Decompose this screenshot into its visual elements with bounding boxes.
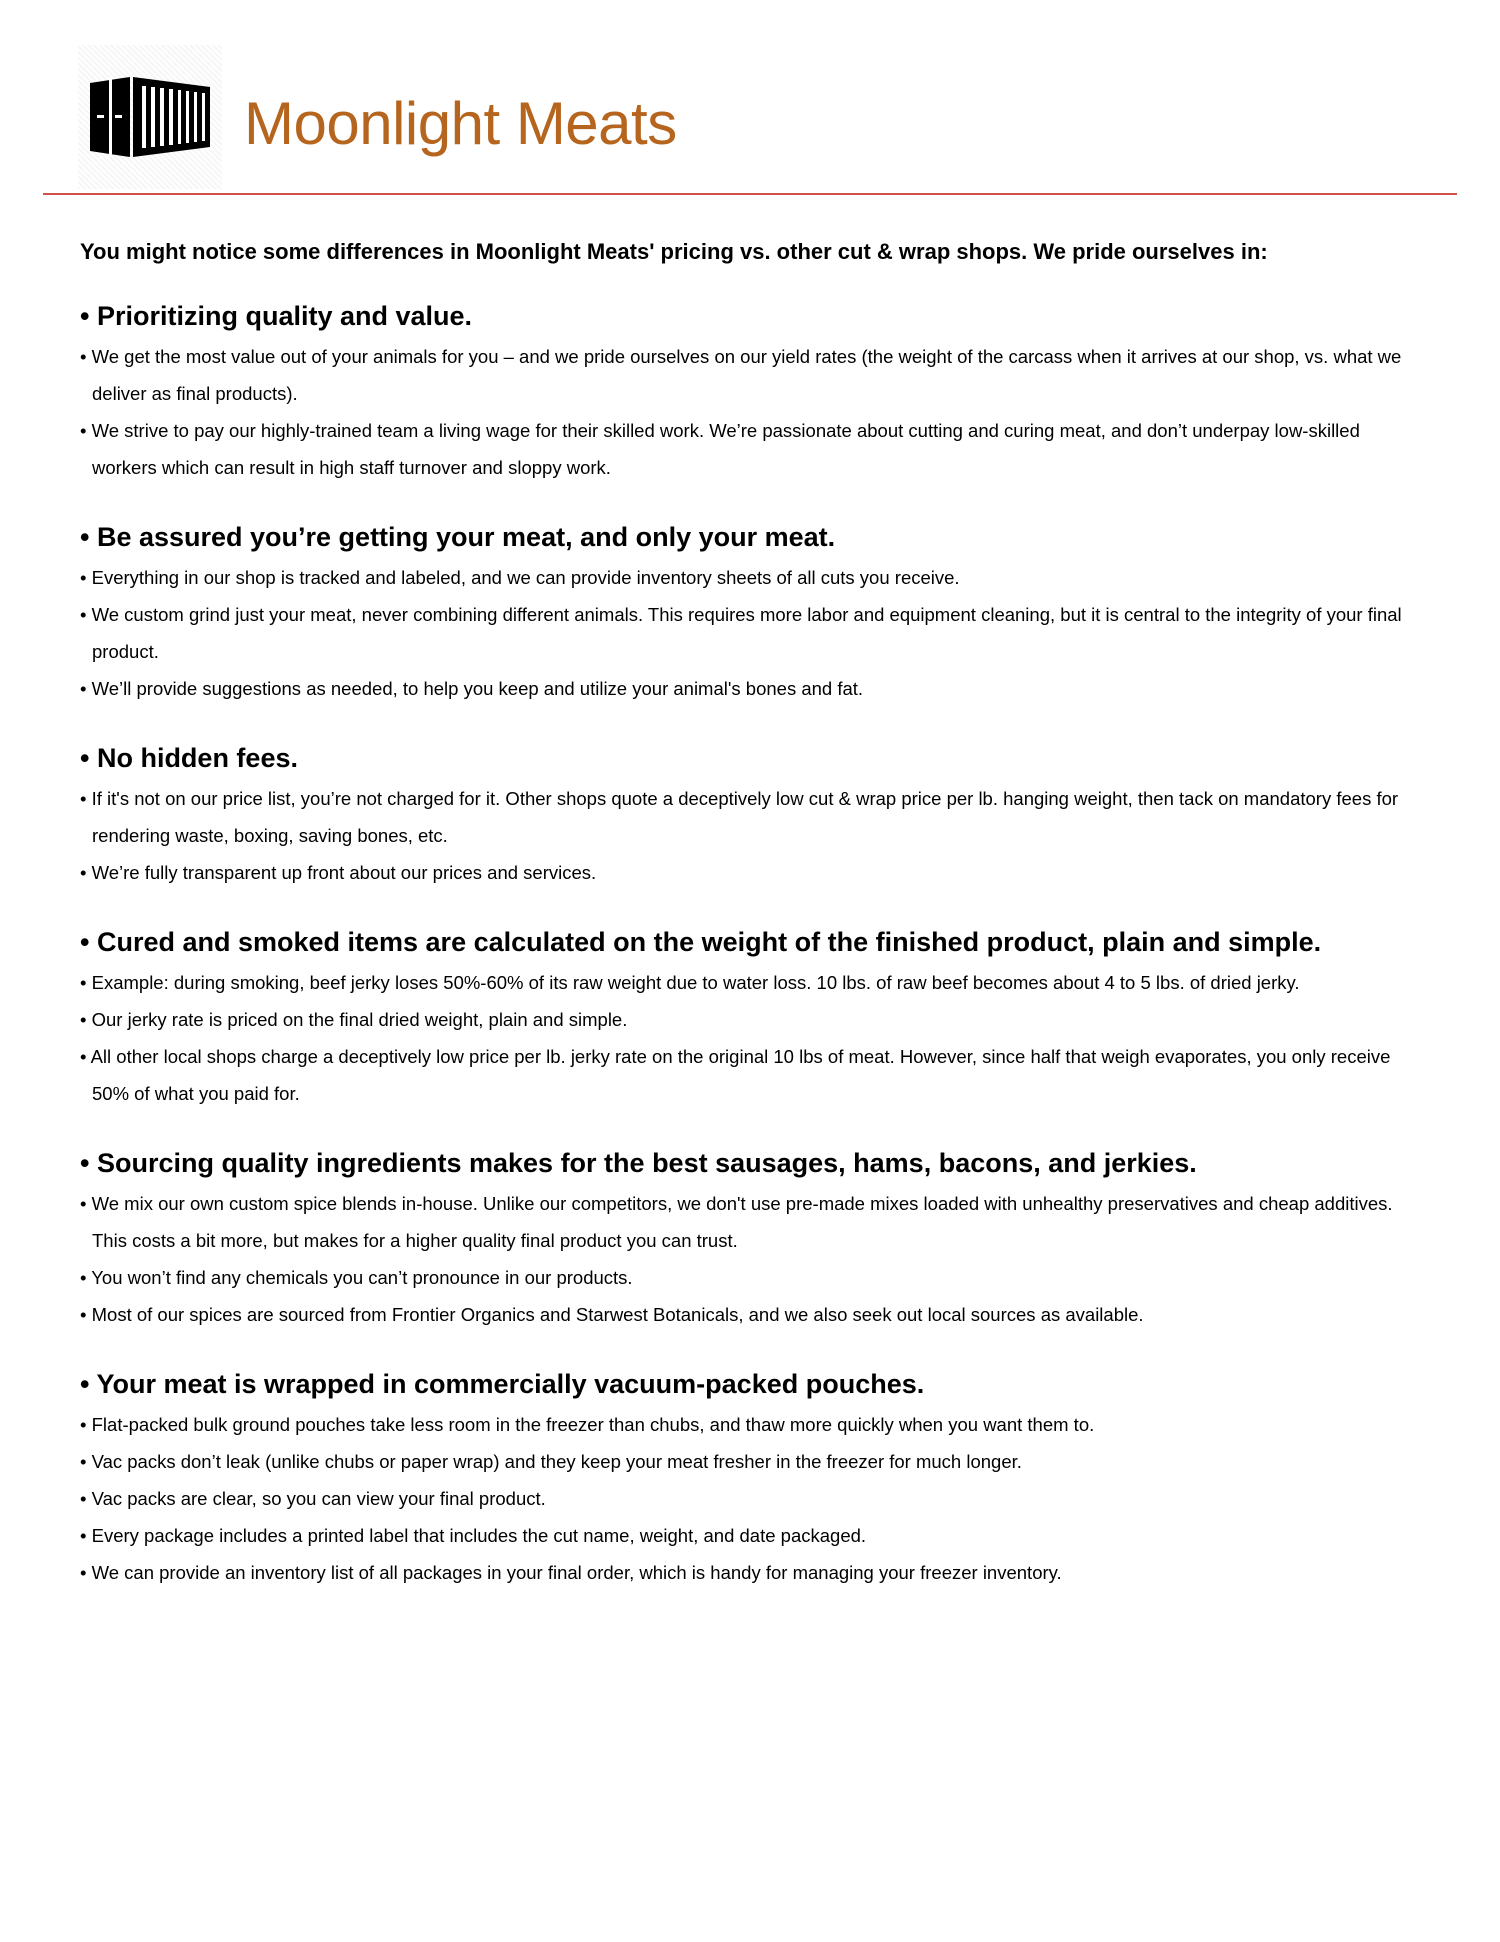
- section: [80, 296, 1420, 486]
- section-heading: • Your meat is wrapped in commercially vacuum-packed pouches.: [80, 1369, 925, 1399]
- section: [80, 517, 1420, 707]
- header: [78, 45, 677, 189]
- section-heading: • No hidden fees.: [80, 743, 298, 773]
- section: [80, 1143, 1420, 1333]
- bullet-item: • We strive to pay our highly-trained team a living wage for their skilled work. We’re passionate about cutting and curing meat, and don’t underpay low-skilled workers which can result in high staff turnover and sloppy work.: [80, 420, 1360, 478]
- header-divider: [43, 193, 1457, 195]
- bullet-item: • We get the most value out of your animals for you – and we pride ourselves on our yield rates (the weight of the carcass when it arrives at our shop, vs. what we deliver as final products).: [80, 346, 1402, 404]
- bullet-item: • Vac packs don’t leak (unlike chubs or paper wrap) and they keep your meat fresher in the freezer for much longer.: [80, 1451, 1022, 1472]
- bullet-item: • Flat-packed bulk ground pouches take less room in the freezer than chubs, and thaw more quickly when you want them to.: [80, 1414, 1095, 1435]
- section-heading: • Sourcing quality ingredients makes for the best sausages, hams, bacons, and jerkies.: [80, 1148, 1197, 1178]
- page-title: Moonlight Meats: [244, 89, 677, 157]
- bullet-item: • We’re fully transparent up front about our prices and services.: [80, 862, 597, 883]
- intro-text: You might notice some differences in Moonlight Meats' pricing vs. other cut & wrap shops. We pride ourselves in:: [80, 239, 1268, 264]
- section: [80, 1364, 1420, 1591]
- section: [80, 922, 1420, 1112]
- bullet-item: • Every package includes a printed label that includes the cut name, weight, and date packaged.: [80, 1525, 867, 1546]
- section-heading: • Be assured you’re getting your meat, and only your meat.: [80, 522, 836, 552]
- bullet-item: • If it's not on our price list, you’re not charged for it. Other shops quote a deceptively low cut & wrap price per lb. hanging weight, then tack on mandatory fees for rendering waste, boxing, saving bones, etc.: [80, 788, 1399, 846]
- bullet-item: • We mix our own custom spice blends in-house. Unlike our competitors, we don't use pre-made mixes loaded with unhealthy preservatives and cheap additives. This costs a bit more, but makes for a higher quality final product you can trust.: [80, 1193, 1393, 1251]
- section-heading: • Prioritizing quality and value.: [80, 301, 473, 331]
- bullet-item: • You won’t find any chemicals you can’t pronounce in our products.: [80, 1267, 633, 1288]
- bullet-item: • All other local shops charge a deceptively low price per lb. jerky rate on the original 10 lbs of meat. However, since half that weigh evaporates, you only receive 50% of what you paid for.: [80, 1046, 1391, 1104]
- section: [80, 738, 1420, 891]
- section-heading: • Cured and smoked items are calculated on the weight of the finished product, plain and simple.: [80, 927, 1322, 957]
- bullet-item: • Our jerky rate is priced on the final dried weight, plain and simple.: [80, 1009, 628, 1030]
- bullet-item: • We custom grind just your meat, never combining different animals. This requires more labor and equipment cleaning, but it is central to the integrity of your final product.: [80, 604, 1402, 662]
- shipping-container-icon: [78, 45, 222, 189]
- bullet-item: • We’ll provide suggestions as needed, to help you keep and utilize your animal's bones and fat.: [80, 678, 864, 699]
- main-content: [80, 232, 1420, 1622]
- bullet-item: • Vac packs are clear, so you can view your final product.: [80, 1488, 546, 1509]
- bullet-item: • Everything in our shop is tracked and labeled, and we can provide inventory sheets of all cuts you receive.: [80, 567, 960, 588]
- bullet-item: • We can provide an inventory list of all packages in your final order, which is handy for managing your freezer inventory.: [80, 1562, 1062, 1583]
- bullet-item: • Example: during smoking, beef jerky loses 50%-60% of its raw weight due to water loss. 10 lbs. of raw beef becomes about 4 to 5 lbs. of dried jerky.: [80, 972, 1300, 993]
- bullet-item: • Most of our spices are sourced from Frontier Organics and Starwest Botanicals, and we also seek out local sources as available.: [80, 1304, 1144, 1325]
